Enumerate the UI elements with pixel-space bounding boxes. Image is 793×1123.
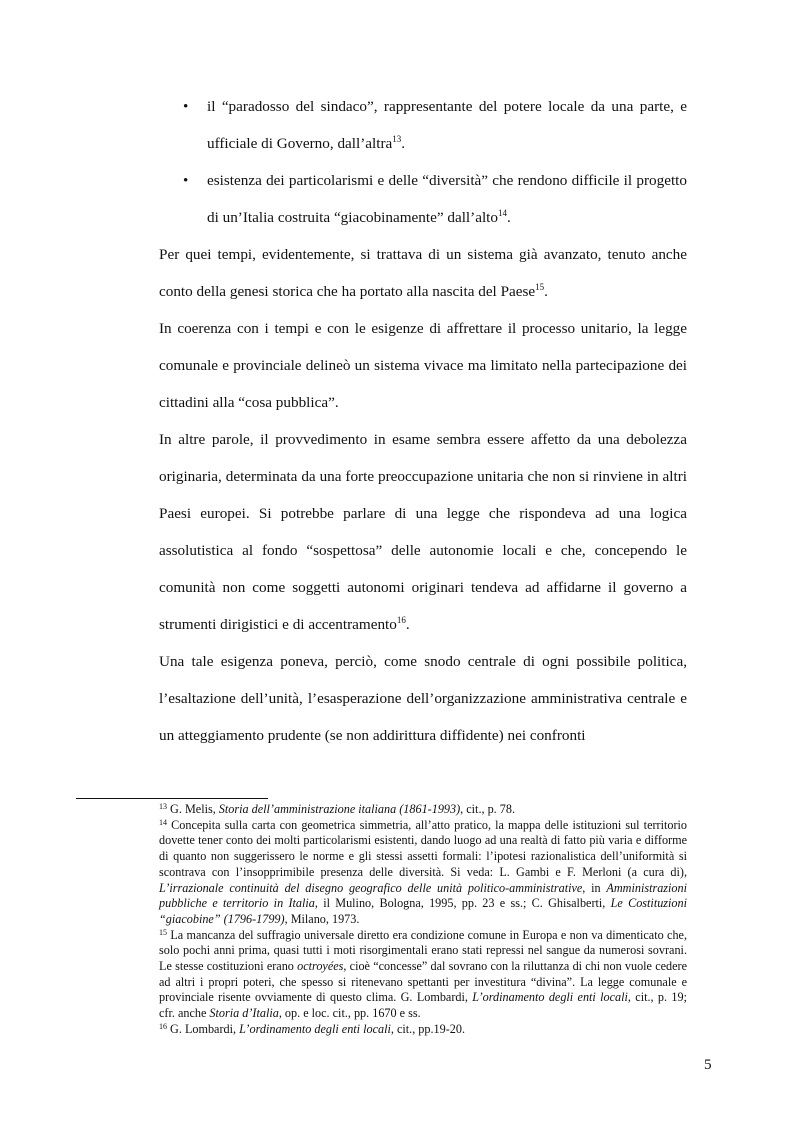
paragraph-tail: . [405, 616, 410, 633]
footnote-title: L’irrazionale continuità del disegno geografico delle unità politico-amministrative [159, 880, 583, 895]
bullet-item [159, 162, 687, 236]
paragraph-tail: . [544, 283, 548, 300]
footnote-divider [76, 798, 268, 799]
bullet-icon: • [183, 172, 189, 189]
paragraph [159, 236, 687, 310]
footnote-number: 15 [159, 927, 167, 937]
paragraph [159, 643, 687, 754]
footnote-15 [159, 928, 687, 1022]
footnote-text: , op. e loc. cit., pp. 1670 e ss. [278, 1006, 421, 1021]
footnote-text: G. Melis, [170, 802, 219, 816]
paragraph-text: Una tale esigenza poneva, perciò, come snodo centrale di ogni possibile politica, l’esaltazione dell’unità, l’esasperazione dell’organizzazione amministrativa centrale e un atteggiamento prudente (se non addirittura diffidente) nei confronti [159, 653, 687, 744]
footnote-16 [159, 1022, 687, 1038]
bullet-list [159, 88, 687, 236]
footnote-text: La mancanza del suffragio universale diretto era condizione comune in Europa e non va dimenticato che, solo pochi anni prima, quasi tutti i moti risorgimentali erano stati repressi nel sangue da numerosi sovrani. Le stesse costituzioni erano [159, 927, 688, 974]
footnote-title: L’ordinamento degli enti locali [472, 990, 628, 1005]
footnote-text: , in [582, 880, 607, 895]
footnote-ref[interactable]: 15 [535, 282, 545, 292]
bullet-tail: . [401, 135, 406, 152]
page-number: 5 [704, 1056, 712, 1073]
paragraph-text: In coerenza con i tempi e con le esigenze di affrettare il processo unitario, la legge comunale e provinciale delineò un sistema vivace ma limitato nella partecipazione dei cittadini alla “cosa pubblica”. [159, 320, 687, 411]
bullet-text: il “paradosso del sindaco”, rappresentante del potere locale da una parte, e ufficiale di Governo, dall’altra [207, 98, 687, 152]
footnote-14 [159, 818, 687, 928]
bullet-icon: • [183, 98, 189, 115]
footnote-number: 14 [159, 817, 167, 827]
footnote-title: L’ordinamento degli enti locali [239, 1021, 391, 1036]
paragraph-text: Per quei tempi, evidentemente, si trattava di un sistema già avanzato, tenuto anche conto della genesi storica che ha portato alla nascita del Paese [159, 246, 687, 300]
body-text [159, 236, 687, 754]
bullet-text: esistenza dei particolarismi e delle “diversità” che rendono difficile il progetto di un’Italia costruita “giacobinamente” dall’alto [207, 172, 687, 226]
footnotes [159, 802, 687, 1038]
paragraph-text: In altre parole, il provvedimento in esame sembra essere affetto da una debolezza originaria, determinata da una forte preoccupazione unitaria che non si rinviene in altri Paesi europei. Si potrebbe parlare di una legge che rispondeva ad una logica assolutistica al fondo “sospettosa” delle autonomie locali e che, concependo le comunità non come soggetti autonomi originari tendeva ad affidarne il governo a strumenti dirigistici e di accentramento [159, 431, 687, 633]
footnote-title: Storia dell’amministrazione italiana (1861-1993) [218, 802, 461, 816]
footnote-number: 16 [159, 1021, 167, 1031]
footnote-text: , cioè “concesse” dal sovrano con la riluttanza di chi non vuole cedere ad altri i propri poteri, che spesso si ritenevano spettanti per investitura “divina”. La legge comunale e provinciale risente ovviamente di questo clima. G. Lombardi, [159, 959, 687, 1005]
footnote-ref[interactable]: 13 [392, 134, 402, 144]
bullet-item [159, 88, 687, 162]
footnote-text: , cit., pp.19-20. [390, 1021, 466, 1036]
paragraph [159, 310, 687, 421]
bullet-tail: . [506, 209, 511, 226]
footnote-number: 13 [159, 802, 167, 811]
footnote-text: , Milano, 1973. [284, 911, 360, 926]
paragraph [159, 421, 687, 643]
footnote-ref[interactable]: 14 [497, 208, 507, 218]
footnote-title: octroyées [297, 959, 344, 974]
footnote-text: Concepita sulla carta con geometrica simmetria, all’atto pratico, la mappa delle istituzioni sul territorio dovette tener conto dei molti particolarismi esistenti, dando luogo ad una realtà di fatto più varia e difforme di quanto non suggerissero le norme e gli stessi assetti formali: l’ipotesi razionalistica dell’uniformità si scontrava con l’insopprimibile presenza delle diversità. Si veda: L. Gambi e F. Merloni (a cura di), [159, 817, 687, 879]
footnote-title: Amministrazioni pubbliche e territorio in Italia [159, 880, 688, 911]
footnote-title: Storia d’Italia [209, 1006, 279, 1021]
footnote-text: , cit., p. 78. [460, 802, 516, 816]
footnote-text: , cit., p. 19; cfr. anche [159, 990, 687, 1021]
footnote-text: G. Lombardi, [170, 1021, 240, 1036]
footnote-text: , il Mulino, Bologna, 1995, pp. 23 e ss.; C. Ghisalberti, [314, 896, 611, 911]
footnote-ref[interactable]: 16 [396, 615, 406, 625]
footnote-title: Le Costituzioni “giacobine” (1796-1799) [159, 896, 687, 926]
footnote-13 [159, 802, 687, 818]
